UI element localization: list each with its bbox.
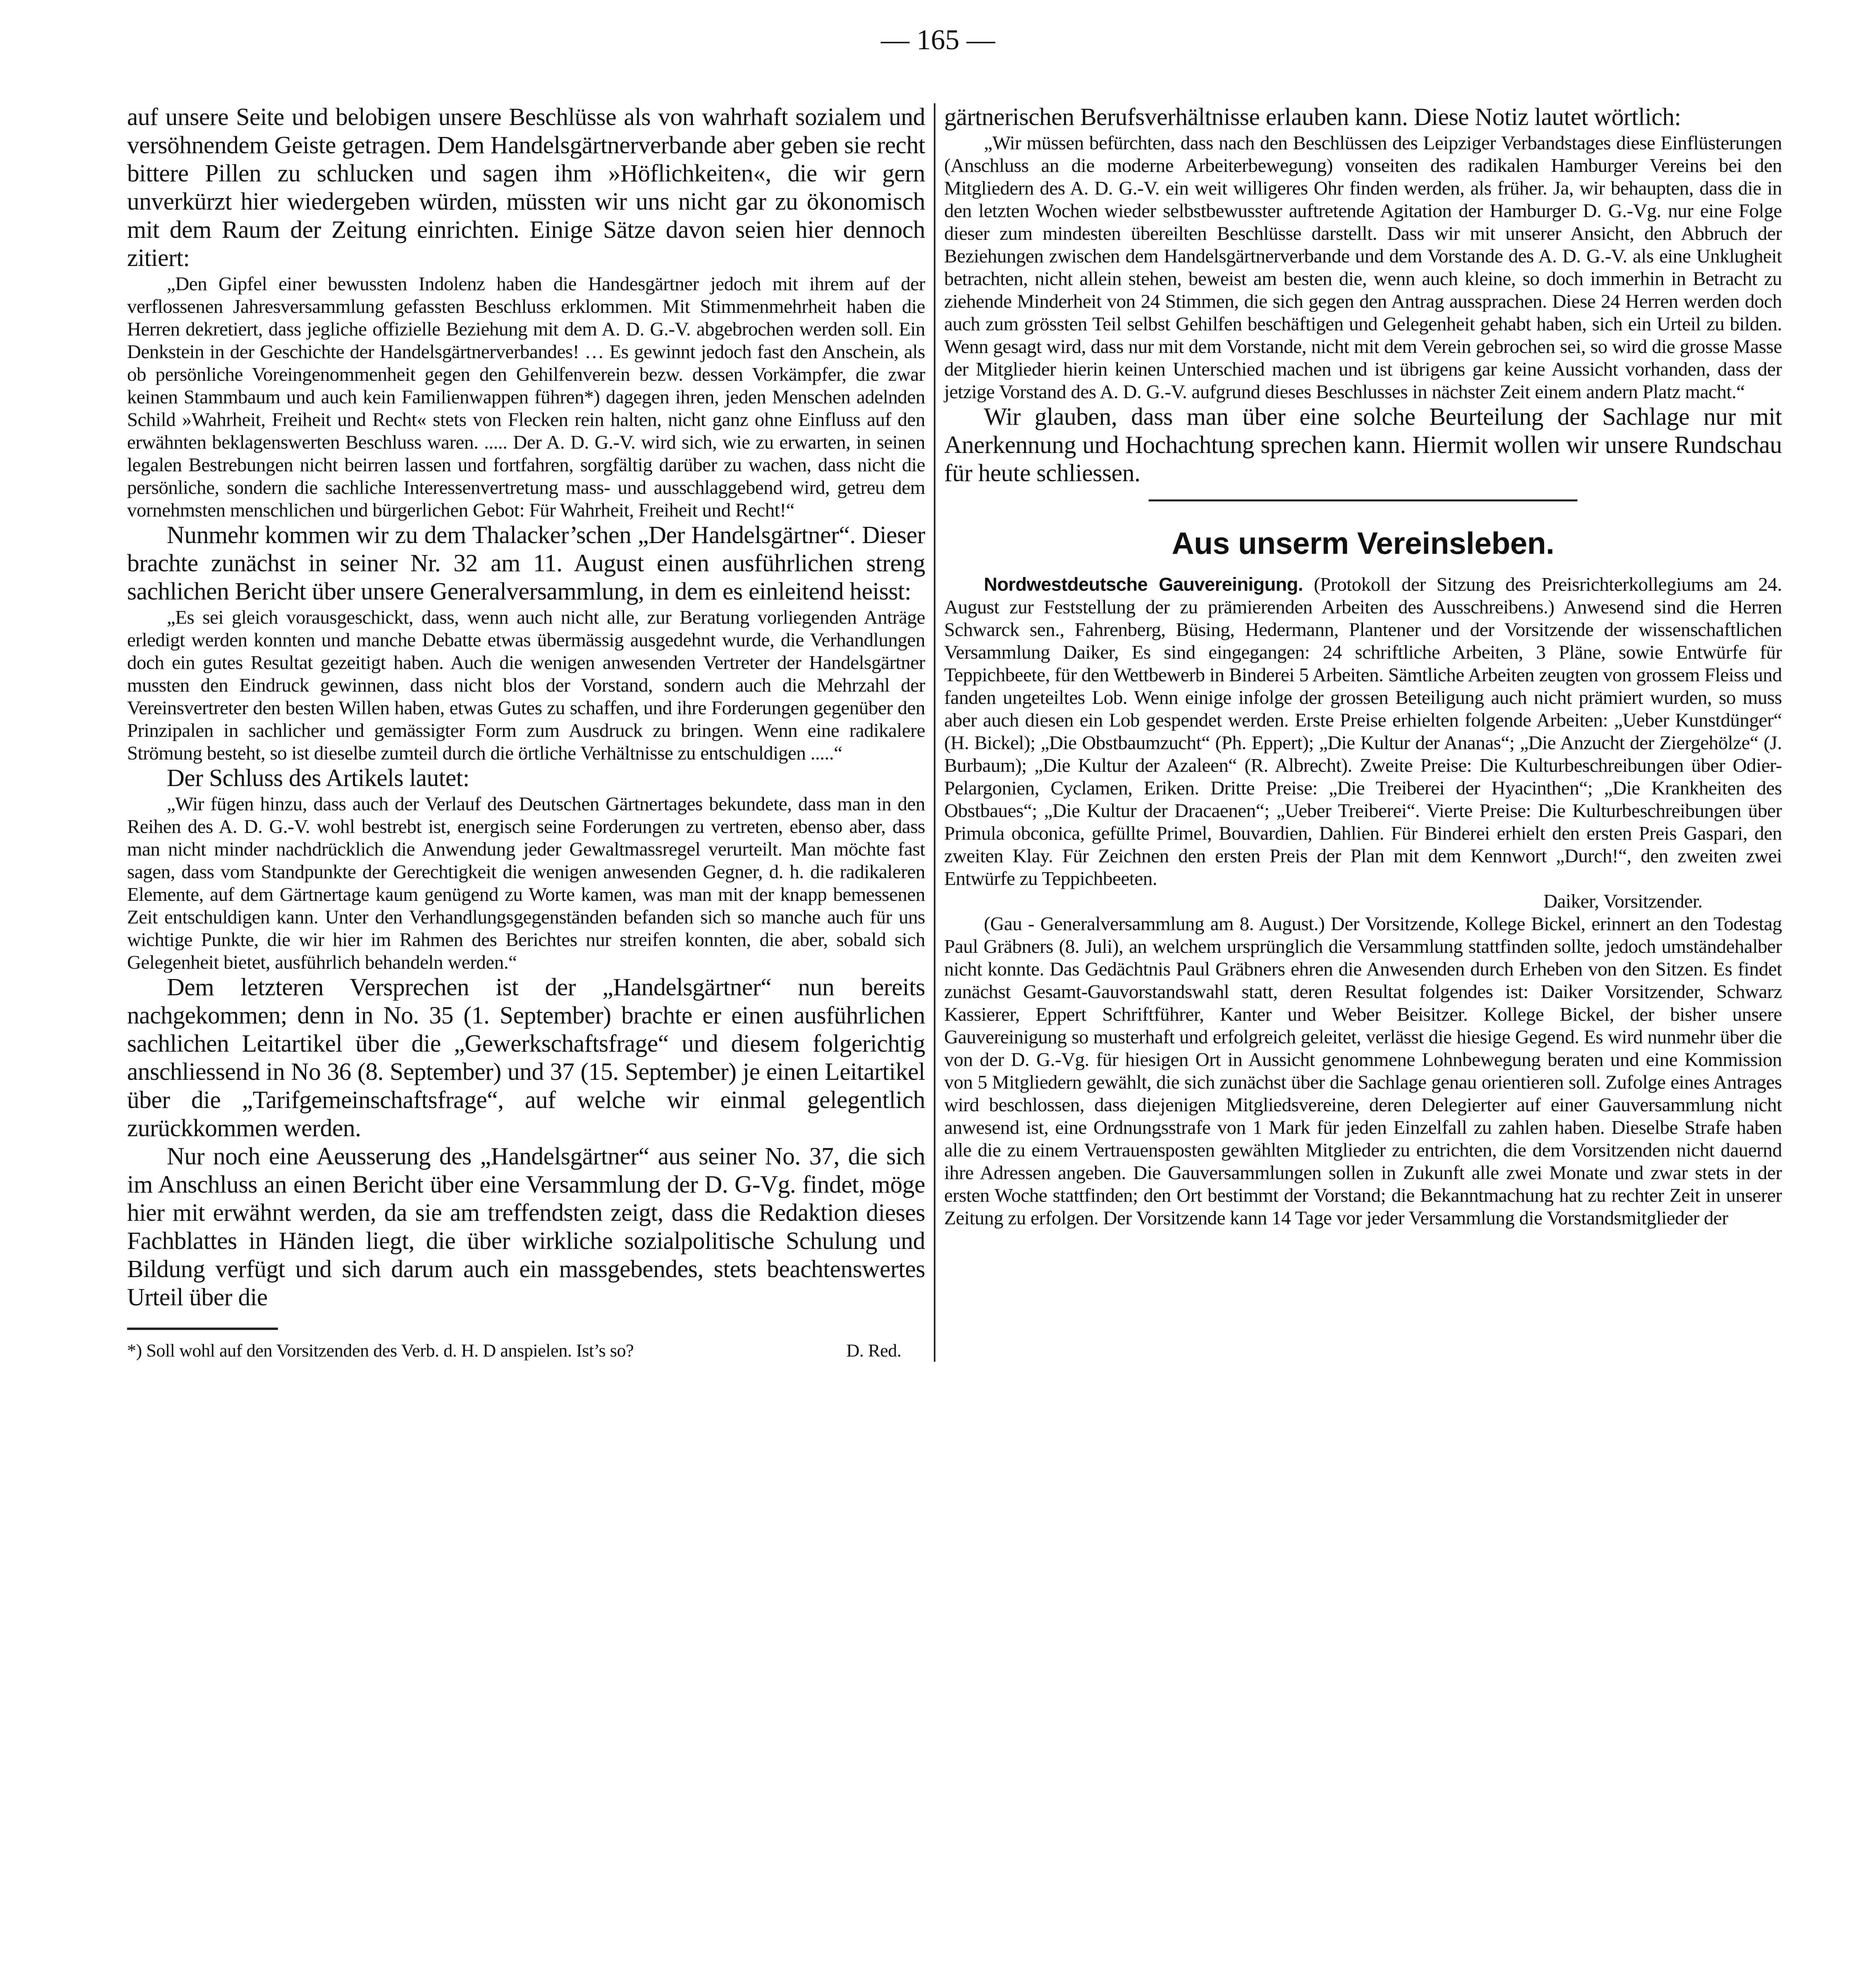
paragraph: Wir glauben, dass man über eine solche Beurteilung der Sachlage nur mit Anerkennung und Hochachtung sprechen kann. Hiermit wollen wir unsere Rundschau für heute schliessen. xyxy=(944,403,1782,487)
quotation: „Den Gipfel einer bewussten Indolenz haben die Handesgärtner jedoch mit ihrem auf der verflossenen Jahresversammlung gefassten Beschluss erklommen. Mit Stimmenmehrheit haben die Herren dekretiert, dass jegliche offizielle Beziehung mit dem A. D. G.-V. abgebrochen werden soll. Ein Denkstein in der Geschichte der Handelsgärtnerverbandes! … Es gewinnt jedoch fast den Anschein, als ob persönliche Voreingenommenheit gegen den Gehilfenverein bezw. dessen Vorkämpfer, die zwar keinen Stammbaum und auch kein Familienwappen führen*) dagegen ihren, jeden Menschen adelnden Schild »Wahrheit, Freiheit und Recht« stets von Flecken rein halten, nicht ganz ohne Einfluss auf den erwähnten beklagenswerten Beschluss waren. ..... Der A. D. G.-V. wird sich, wie zu erwarten, in seinen legalen Bestrebungen nicht beirren lassen und fortfahren, sorgfältig darüber zu wachen, dass nicht die persönliche, sondern die sachliche Interessenvertretung mass- und ausschlaggebend wird, getreu dem vornehmsten menschlichen und bürgerlichen Gebot: Für Wahrheit, Freiheit und Recht!“ xyxy=(127,273,925,521)
paragraph xyxy=(944,573,1782,890)
footnote-signature: D. Red. xyxy=(846,1340,901,1361)
paragraph: (Gau - Generalversammlung am 8. August.) Der Vorsitzende, Kollege Bickel, erinnert an den Todestag Paul Gräbners (8. Juli), an welchem ursprünglich die Versammlung stattfinden sollte, jedoch umständehalber nicht konnte. Das Gedächtnis Paul Gräbners ehren die Anwesenden durch Erheben von den Sitzen. Es findet zunächst Gesamt-Gauvorstandswahl statt, deren Resultat folgendes ist: Daiker Vorsitzender, Schwarz Kassierer, Eppert Schriftführer, Kanter und Weber Beisitzer. Kollege Bickel, der bisher unsere Gauvereinigung so musterhaft und erfolgreich geleitet, verlässt die hiesige Gegend. Es wird nunmehr über die von der D. G.-Vg. für hiesigen Ort in Aussicht genommene Lohnbewegung beraten und eine Kommission von 5 Mitgliedern gewählt, die sich zunächst über die Sachlage genau orientieren soll. Zufolge eines Antrages wird beschlossen, dass diejenigen Mitgliedsvereine, deren Delegierter auf einer Gauversammlung nicht anwesend ist, eine Ordnungsstrafe von 1 Mark für jeden Einzelfall zu zahlen haben. Dieselbe Strafe haben alle die zu einem Vertrauensposten gewählten Mitglieder zu entrichten, die dem Vorsitzenden nicht dauernd ihre Adressen angeben. Die Gauversammlungen sollen in Zukunft alle zwei Monate und zwar stets in der ersten Woche stattfinden; den Ort bestimmt der Vorstand; die Bekanntmachung hat zu rechter Zeit in unserer Zeitung zu erfolgen. Der Vorsitzende kann 14 Tage vor jeder Versammlung die Vorstandsmitglieder der xyxy=(944,913,1782,1229)
footnote xyxy=(127,1339,925,1362)
quotation: „Wir fügen hinzu, dass auch der Verlauf des Deutschen Gärtnertages bekundete, dass man in den Reihen des A. D. G.-V. wohl bestrebt ist, energisch seine Forderungen zu vertreten, ebenso aber, dass man nicht minder nachdrücklich die Anwendung jeder Gewaltmassregel verurteilt. Man möchte fast sagen, dass vom Standpunkte der Gerechtigkeit die wenigen anwesenden Gegner, d. h. die radikaleren Elemente, auf dem Gärtnertage kaum genügend zu Worte kamen, was man mit der knapp bemessenen Zeit entschuldigen kann. Unter den Verhandlungsgegenständen befanden sich so manche auch für uns wichtige Punkte, die wir hier im Rahmen des Berichtes nur streifen konnten, die aber, sobald sich Gelegenheit bietet, ausführlich behandeln werden.“ xyxy=(127,793,925,973)
paragraph: Nur noch eine Aeusserung des „Handelsgärtner“ aus seiner No. 37, die sich im Anschluss an einen Bericht über eine Versammlung der D. G-Vg. findet, möge hier mit erwähnt werden, da sie am treffendsten zeigt, dass die Redaktion dieses Fachblattes in Händen liegt, die über wirkliche sozialpolitische Schulung und Bildung verfügt und sich darum auch ein massgebendes, stets beachtenswertes Urteil über die xyxy=(127,1143,925,1311)
quotation: „Es sei gleich vorausgeschickt, dass, wenn auch nicht alle, zur Beratung vorliegenden Anträge erledigt werden konnten und manche Debatte etwas übermässig ausgedehnt wurde, die Verhandlungen doch ein gutes Resultat gezeitigt haben. Auch die wenigen anwesenden Vertreter der Handelsgärtner mussten den Eindruck gewinnen, dass nicht blos der Vorstand, sondern auch die Mehrzahl der Vereinsvertreter den besten Willen haben, etwas Gutes zu schaffen, und ihre Forderungen gegenüber den Prinzipalen in sachlicher und gemässigter Form zum Ausdruck zu bringen. Wenn eine radikalere Strömung besteht, so ist dieselbe zumteil durch die örtliche Verhältnisse zu entschuldigen .....“ xyxy=(127,606,925,764)
paragraph: Der Schluss des Artikels lautet: xyxy=(167,765,470,792)
quotation: „Wir müssen befürchten, dass nach den Beschlüssen des Leipziger Verbandstages diese Einflüsterungen (Anschluss an die moderne Arbeiterbewegung) vonseiten des radikalen Hamburger Vereins bei den Mitgliedern des A. D. G.-V. ein weit willigeres Ohr finden werden, als früher. Ja, wir behaupten, dass die in den letzten Wochen wieder selbstbewusster auftretende Agitation der Hamburger D. G.-Vg. nur eine Folge dieser zum mindesten übereilten Beschlüsse darstellt. Dass wir mit unserer Ansicht, den Abbruch der Beziehungen zwischen dem Handelsgärtnerverbande und dem Vorstande des A. D. G.-V. als eine Unklugheit betrachten, nicht allein stehen, beweist am besten die, wenn auch kleine, so doch immerhin in Betracht zu ziehende Minderheit von 24 Stimmen, die sich gegen den Antrag aussprachen. Diese 24 Herren werden doch auch zum grössten Teil selbst Gehilfen beschäftigen und Gelegenheit gehabt haben, sich ein Urteil zu bilden. Wenn gesagt wird, dass nur mit dem Vorstande, nicht mit dem Verein gebrochen sei, so wird die grosse Masse der Mitglieder hierin keinen Unterschied machen und ist übrigens gar keine Aussicht vorhanden, dass der jetzige Vorstand des A. D. G.-V. aufgrund dieses Beschlusses in nächster Zeit einem andern Platz macht.“ xyxy=(944,132,1782,403)
signature: Daiker, Vorsitzender. xyxy=(1543,890,1702,912)
report-text: (Protokoll der Sitzung des Preisrichterkollegiums am 24. August zur Feststellung der zu prämierenden Arbeiten des Ausschreibens.) Anwesend sind die Herren Schwarck sen., Fahrenberg, Büsing, Hedermann, Plantener und der Vorsitzende der wissenschaftlichen Versammlung Daiker, Es sind eingegangen: 24 schriftliche Arbeiten, 3 Pläne, sowie Entwürfe für Teppichbeete, für den Wettbewerb in Binderei 5 Arbeiten. Sämtliche Arbeiten zeugten von grossem Fleiss und fanden ungeteiltes Lob. Wenn einige infolge der grossen Beteiligung auch nicht prämiert wurden, so muss aber auch diesen ein Lob gespendet werden. Erste Preise erhielten folgende Arbeiten: „Ueber Kunstdünger“ (H. Bickel); „Die Obstbaumzucht“ (Ph. Eppert); „Die Kultur der Ananas“; „Die Anzucht der Ziergehölze“ (J. Burbaum); „Die Kultur der Azaleen“ (R. Albrecht). Zweite Preise: Die Kulturbeschreibungen über Odier-Pelargonien, Cyclamen, Eriken. Dritte Preise: „Die Treiberei der Hyacinthen“; „Die Krankheiten des Obstbaues“; „Die Kultur der Dracaenen“; „Ueber Treiberei“. Vierte Preise: Die Kulturbeschreibungen über Primula obconica, gefüllte Primel, Bouvardien, Dahlien. Für Binderei erhielt den ersten Preis Gaspari, den zweiten Klay. Für Zeichnen den ersten Preis der Plan mit dem Kennwort „Durch!“, den zweiten zwei Entwürfe zu Teppichbeeten. xyxy=(944,573,1782,889)
section-lead: Nordwestdeutsche Gauvereinigung. xyxy=(984,574,1303,595)
footnote-text: *) Soll wohl auf den Vorsitzenden des Verb. d. H. D anspielen. Ist’s so? xyxy=(127,1340,634,1361)
paragraph: gärtnerischen Berufsverhältnisse erlauben kann. Diese Notiz lautet wörtlich: xyxy=(944,104,1681,131)
paragraph: Dem letzteren Versprechen ist der „Handelsgärtner“ nun bereits nachgekommen; denn in No. 35 (1. September) brachte er einen ausführlichen sachlichen Leitartikel über die „Gewerkschaftsfrage“ und diesem folgerichtig anschliessend in No 36 (8. September) und 37 (15. September) je einen Leitartikel über die „Tarifgemeinschaftsfrage“, auf welche wir einmal gelegentlich zurückkommen werden. xyxy=(127,974,925,1142)
columns xyxy=(0,103,1876,1362)
right-column xyxy=(934,103,1782,1362)
left-column xyxy=(127,103,934,1362)
section-separator xyxy=(1149,499,1577,501)
paragraph: auf unsere Seite und belobigen unsere Beschlüsse als von wahrhaft sozialem und versöhnendem Geiste getragen. Dem Handelsgärtnerverbande aber geben sie recht bittere Pillen zu schlucken und sagen ihm »Höflichkeiten«, die wir gern unverkürzt hier wiedergeben würden, müssten wir uns nicht gar zu ökonomisch mit dem Raum der Zeitung einrichten. Einige Sätze davon seien hier dennoch zitiert: xyxy=(127,104,925,272)
section-title: Aus unserm Vereinsleben. xyxy=(1172,526,1554,561)
footnote-rule xyxy=(127,1328,278,1330)
paragraph: Nunmehr kommen wir zu dem Thalacker’schen „Der Handelsgärtner“. Dieser brachte zunächst in seiner Nr. 32 am 11. August einen ausführlichen streng sachlichen Bericht über unsere Generalversammlung, in dem es einleitend heisst: xyxy=(127,522,925,605)
page-number: — 165 — xyxy=(881,24,995,56)
